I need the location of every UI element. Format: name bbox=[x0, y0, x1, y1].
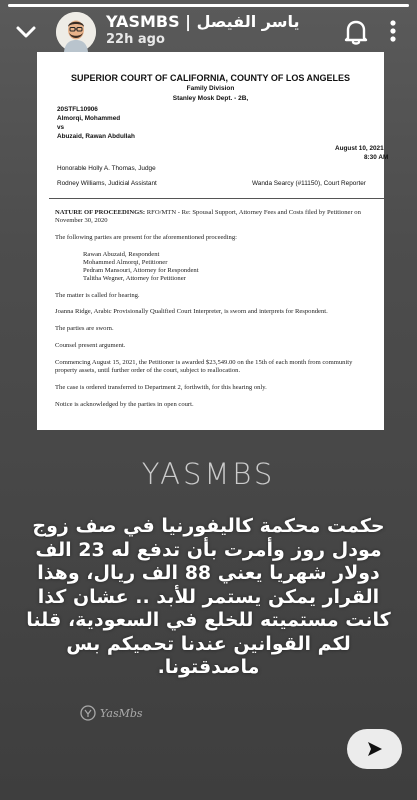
signature-logo-icon bbox=[80, 705, 96, 721]
doc-present-2: Mohammed Almorqi, Petitioner bbox=[83, 259, 168, 266]
doc-present-3: Pedram Mansouri, Attorney for Respondent bbox=[83, 267, 199, 274]
doc-judge: Honorable Holly A. Thomas, Judge bbox=[57, 165, 156, 172]
chevron-down-icon[interactable] bbox=[12, 18, 40, 46]
doc-time: 8:30 AM bbox=[364, 154, 389, 161]
doc-sworn: The parties are sworn. bbox=[55, 325, 114, 332]
doc-case-number: 20STFL10906 bbox=[57, 106, 98, 113]
bell-icon[interactable] bbox=[343, 18, 369, 46]
doc-present-intro: The following parties are present for the aforementioned proceeding: bbox=[55, 234, 237, 241]
doc-called: The matter is called for hearing. bbox=[55, 292, 140, 299]
doc-date: August 10, 2021 bbox=[335, 145, 384, 152]
doc-department: Stanley Mosk Dept. - 2B, bbox=[172, 95, 249, 102]
story-progress-bar bbox=[8, 4, 409, 7]
doc-divider bbox=[49, 198, 384, 199]
doc-vs: vs bbox=[57, 124, 65, 131]
send-arrow-icon bbox=[366, 740, 384, 758]
doc-reporter: Wanda Searcy (#11150), Court Reporter bbox=[252, 180, 366, 187]
doc-transfer: The case is ordered transferred to Department 2, forthwith, for this hearing only. bbox=[55, 384, 267, 391]
story-progress-fill bbox=[8, 4, 409, 7]
doc-interpreter: Joanna Ridge, Arabic Provisionally Qualified Court Interpreter, is sworn and interprets for Respondent. bbox=[55, 308, 328, 315]
doc-notice: Notice is acknowledged by the parties in open court. bbox=[55, 401, 194, 408]
doc-nature-text: RFO/MTN - Re: Spousal Support, Attorney Fees and Costs filed by Petitioner on November 30, 2020 bbox=[55, 209, 361, 225]
doc-nature-label: NATURE OF PROCEEDINGS: bbox=[55, 209, 146, 216]
avatar[interactable] bbox=[56, 12, 96, 52]
username[interactable]: YASMBS | ياسر الفيصل bbox=[106, 12, 300, 31]
more-options-icon[interactable] bbox=[385, 16, 401, 46]
doc-counsel: Counsel present argument. bbox=[55, 342, 126, 349]
signature-mark bbox=[80, 704, 143, 722]
doc-party1: Almorqi, Mohammed bbox=[57, 115, 121, 122]
doc-assistant: Rodney Williams, Judicial Assistant bbox=[57, 180, 157, 187]
story-header bbox=[0, 10, 417, 54]
doc-division: Family Division bbox=[186, 85, 235, 92]
signature-text: YasMbs bbox=[100, 706, 143, 720]
doc-court-name: SUPERIOR COURT OF CALIFORNIA, COUNTY OF LOS ANGELES bbox=[70, 73, 350, 83]
court-document-image bbox=[37, 52, 389, 430]
story-caption: حكمت محكمة كاليفورنيا في صف زوج مودل روز وأمرت بأن تدفع له 23 الف دولار شهريا يعني 88 الف ريال، وهذا القرار يمكن يستمر للأبد .. عشان كذا كانت مستميته للخلع في السعودية، قلنا لكم القوانين عندنا تحميكم بس ماصدقتونا. bbox=[26, 515, 391, 678]
doc-nature bbox=[55, 209, 373, 226]
timestamp: 22h ago bbox=[106, 32, 165, 47]
doc-present-4: Talitha Wegner, Attorney for Petitioner bbox=[83, 275, 186, 282]
doc-present-1: Rawan Abuzaid, Respondent bbox=[83, 251, 160, 258]
send-button[interactable] bbox=[347, 729, 402, 769]
doc-award: Commencing August 15, 2021, the Petitioner is awarded $23,549.00 on the 15th of each month from community property assets, until further order of the court, subject to reallocation. bbox=[55, 359, 353, 375]
watermark-logo: YASMBS bbox=[141, 457, 276, 491]
doc-party2: Abuzaid, Rawan Abdullah bbox=[57, 133, 135, 140]
